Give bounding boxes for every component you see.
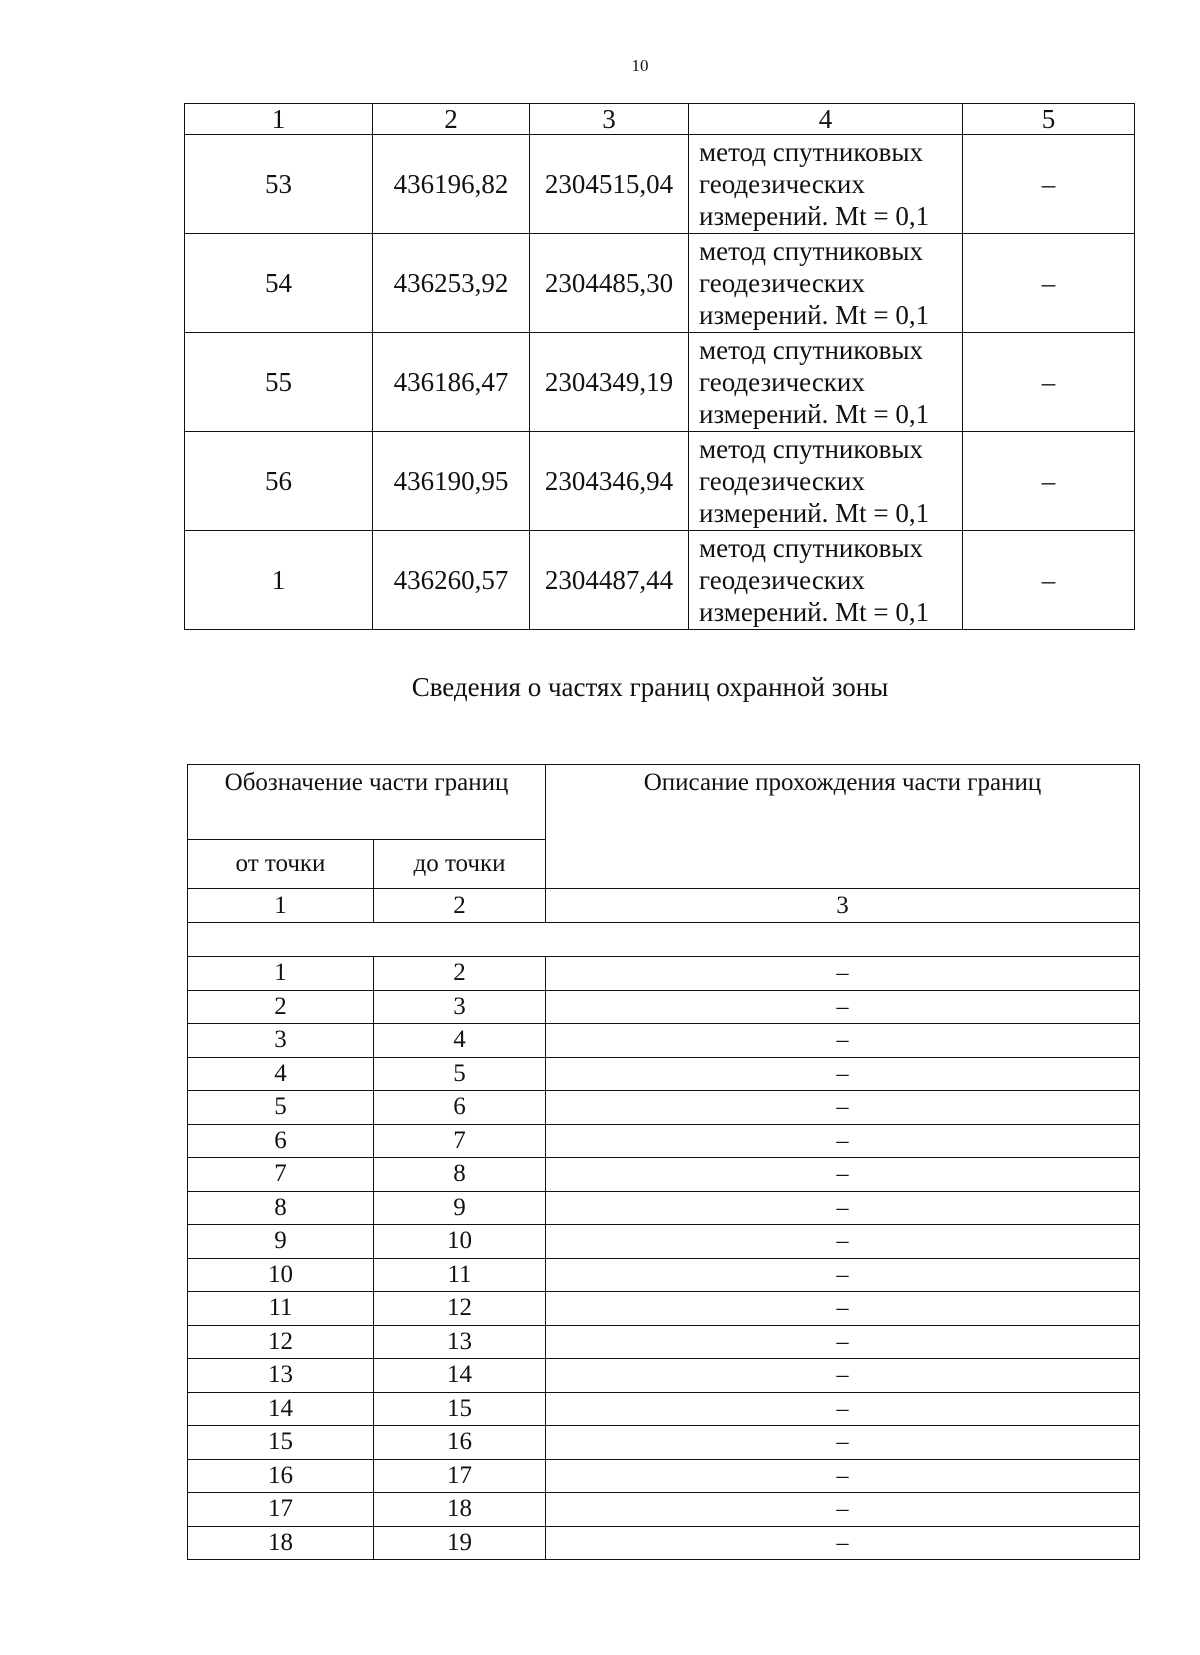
x-coordinate: 436190,95 — [373, 432, 530, 531]
column5-value: – — [963, 135, 1135, 234]
section-title: Сведения о частях границ охранной зоны — [411, 672, 889, 702]
from-point: 11 — [188, 1292, 374, 1326]
column5-value: – — [963, 333, 1135, 432]
column-number: 4 — [689, 104, 963, 135]
boundary-part-row — [188, 1258, 1140, 1292]
method-line: измерений. Mt = 0,1 — [699, 597, 930, 627]
boundary-part-row — [188, 1225, 1140, 1259]
blank-cell — [188, 923, 1140, 957]
y-coordinate: 2304485,30 — [530, 234, 689, 333]
coordinates-row — [185, 432, 1135, 531]
to-point: 19 — [374, 1526, 546, 1560]
from-point: 3 — [188, 1024, 374, 1058]
part-description: – — [546, 1258, 1140, 1292]
method-line: метод спутниковых — [699, 434, 923, 464]
part-description: – — [546, 1158, 1140, 1192]
method-line: геодезических — [699, 367, 865, 397]
part-description: – — [546, 1057, 1140, 1091]
method-cell — [689, 432, 963, 531]
method-cell — [689, 234, 963, 333]
column5-value: – — [963, 531, 1135, 630]
column-number: 5 — [963, 104, 1135, 135]
from-point: 6 — [188, 1124, 374, 1158]
method-line: измерений. Mt = 0,1 — [699, 201, 930, 231]
coordinates-row — [185, 234, 1135, 333]
designation-header: Обозначение части границ — [188, 765, 546, 840]
part-description: – — [546, 1091, 1140, 1125]
from-point: 2 — [188, 990, 374, 1024]
to-point: 14 — [374, 1359, 546, 1393]
column-number: 1 — [188, 889, 374, 923]
boundary-part-row — [188, 1057, 1140, 1091]
coordinates-table — [184, 103, 1135, 630]
method-line: измерений. Mt = 0,1 — [699, 300, 930, 330]
boundary-part-row — [188, 1292, 1140, 1326]
part-description: – — [546, 1325, 1140, 1359]
boundary-part-row — [188, 1459, 1140, 1493]
to-point: 3 — [374, 990, 546, 1024]
x-coordinate: 436260,57 — [373, 531, 530, 630]
boundary-part-row — [188, 1158, 1140, 1192]
from-point: 15 — [188, 1426, 374, 1460]
boundary-part-row — [188, 1124, 1140, 1158]
to-point: 2 — [374, 957, 546, 991]
part-description: – — [546, 1225, 1140, 1259]
boundary-part-row — [188, 1191, 1140, 1225]
method-line: измерений. Mt = 0,1 — [699, 498, 930, 528]
parts-number-row — [188, 889, 1140, 923]
boundary-part-row — [188, 1392, 1140, 1426]
to-point: 18 — [374, 1493, 546, 1527]
part-description: – — [546, 1392, 1140, 1426]
blank-row — [188, 923, 1140, 957]
part-description: – — [546, 990, 1140, 1024]
method-line: геодезических — [699, 466, 865, 496]
from-point: 7 — [188, 1158, 374, 1192]
part-description: – — [546, 1526, 1140, 1560]
part-description: – — [546, 1459, 1140, 1493]
method-line: геодезических — [699, 169, 865, 199]
page-number: 10 — [631, 56, 649, 75]
from-point: 4 — [188, 1057, 374, 1091]
from-point-header: от точки — [188, 840, 374, 889]
column-number: 3 — [546, 889, 1140, 923]
part-description: – — [546, 957, 1140, 991]
from-point: 18 — [188, 1526, 374, 1560]
to-point: 15 — [374, 1392, 546, 1426]
coordinates-header-row — [185, 104, 1135, 135]
coordinates-row — [185, 531, 1135, 630]
to-point: 6 — [374, 1091, 546, 1125]
to-point: 8 — [374, 1158, 546, 1192]
boundary-parts-table — [187, 764, 1140, 1560]
method-cell — [689, 531, 963, 630]
to-point: 11 — [374, 1258, 546, 1292]
x-coordinate: 436186,47 — [373, 333, 530, 432]
point-number: 53 — [185, 135, 373, 234]
column5-value: – — [963, 234, 1135, 333]
from-point: 9 — [188, 1225, 374, 1259]
from-point: 13 — [188, 1359, 374, 1393]
boundary-part-row — [188, 1359, 1140, 1393]
to-point-header: до точки — [374, 840, 546, 889]
to-point: 10 — [374, 1225, 546, 1259]
part-description: – — [546, 1493, 1140, 1527]
part-description: – — [546, 1124, 1140, 1158]
from-point: 16 — [188, 1459, 374, 1493]
description-header: Описание прохождения части границ — [546, 765, 1140, 889]
from-point: 12 — [188, 1325, 374, 1359]
from-point: 10 — [188, 1258, 374, 1292]
y-coordinate: 2304346,94 — [530, 432, 689, 531]
method-cell — [689, 333, 963, 432]
method-line: метод спутниковых — [699, 137, 923, 167]
boundary-part-row — [188, 1493, 1140, 1527]
from-point: 5 — [188, 1091, 374, 1125]
coordinates-row — [185, 135, 1135, 234]
x-coordinate: 436196,82 — [373, 135, 530, 234]
part-description: – — [546, 1359, 1140, 1393]
to-point: 13 — [374, 1325, 546, 1359]
part-description: – — [546, 1292, 1140, 1326]
boundary-part-row — [188, 1426, 1140, 1460]
to-point: 7 — [374, 1124, 546, 1158]
method-line: метод спутниковых — [699, 236, 923, 266]
x-coordinate: 436253,92 — [373, 234, 530, 333]
part-description: – — [546, 1191, 1140, 1225]
column-number: 1 — [185, 104, 373, 135]
from-point: 14 — [188, 1392, 374, 1426]
y-coordinate: 2304515,04 — [530, 135, 689, 234]
to-point: 16 — [374, 1426, 546, 1460]
column-number: 3 — [530, 104, 689, 135]
to-point: 4 — [374, 1024, 546, 1058]
boundary-part-row — [188, 957, 1140, 991]
boundary-part-row — [188, 990, 1140, 1024]
to-point: 9 — [374, 1191, 546, 1225]
from-point: 1 — [188, 957, 374, 991]
part-description: – — [546, 1426, 1140, 1460]
y-coordinate: 2304349,19 — [530, 333, 689, 432]
to-point: 12 — [374, 1292, 546, 1326]
column-number: 2 — [373, 104, 530, 135]
method-line: геодезических — [699, 565, 865, 595]
method-line: измерений. Mt = 0,1 — [699, 399, 930, 429]
point-number: 54 — [185, 234, 373, 333]
method-line: геодезических — [699, 268, 865, 298]
column-number: 2 — [374, 889, 546, 923]
column5-value: – — [963, 432, 1135, 531]
method-cell — [689, 135, 963, 234]
boundary-part-row — [188, 1091, 1140, 1125]
parts-header-row — [188, 765, 1140, 840]
to-point: 17 — [374, 1459, 546, 1493]
coordinates-row — [185, 333, 1135, 432]
point-number: 55 — [185, 333, 373, 432]
boundary-part-row — [188, 1526, 1140, 1560]
boundary-part-row — [188, 1024, 1140, 1058]
point-number: 1 — [185, 531, 373, 630]
method-line: метод спутниковых — [699, 335, 923, 365]
part-description: – — [546, 1024, 1140, 1058]
point-number: 56 — [185, 432, 373, 531]
to-point: 5 — [374, 1057, 546, 1091]
boundary-part-row — [188, 1325, 1140, 1359]
from-point: 8 — [188, 1191, 374, 1225]
y-coordinate: 2304487,44 — [530, 531, 689, 630]
method-line: метод спутниковых — [699, 533, 923, 563]
from-point: 17 — [188, 1493, 374, 1527]
